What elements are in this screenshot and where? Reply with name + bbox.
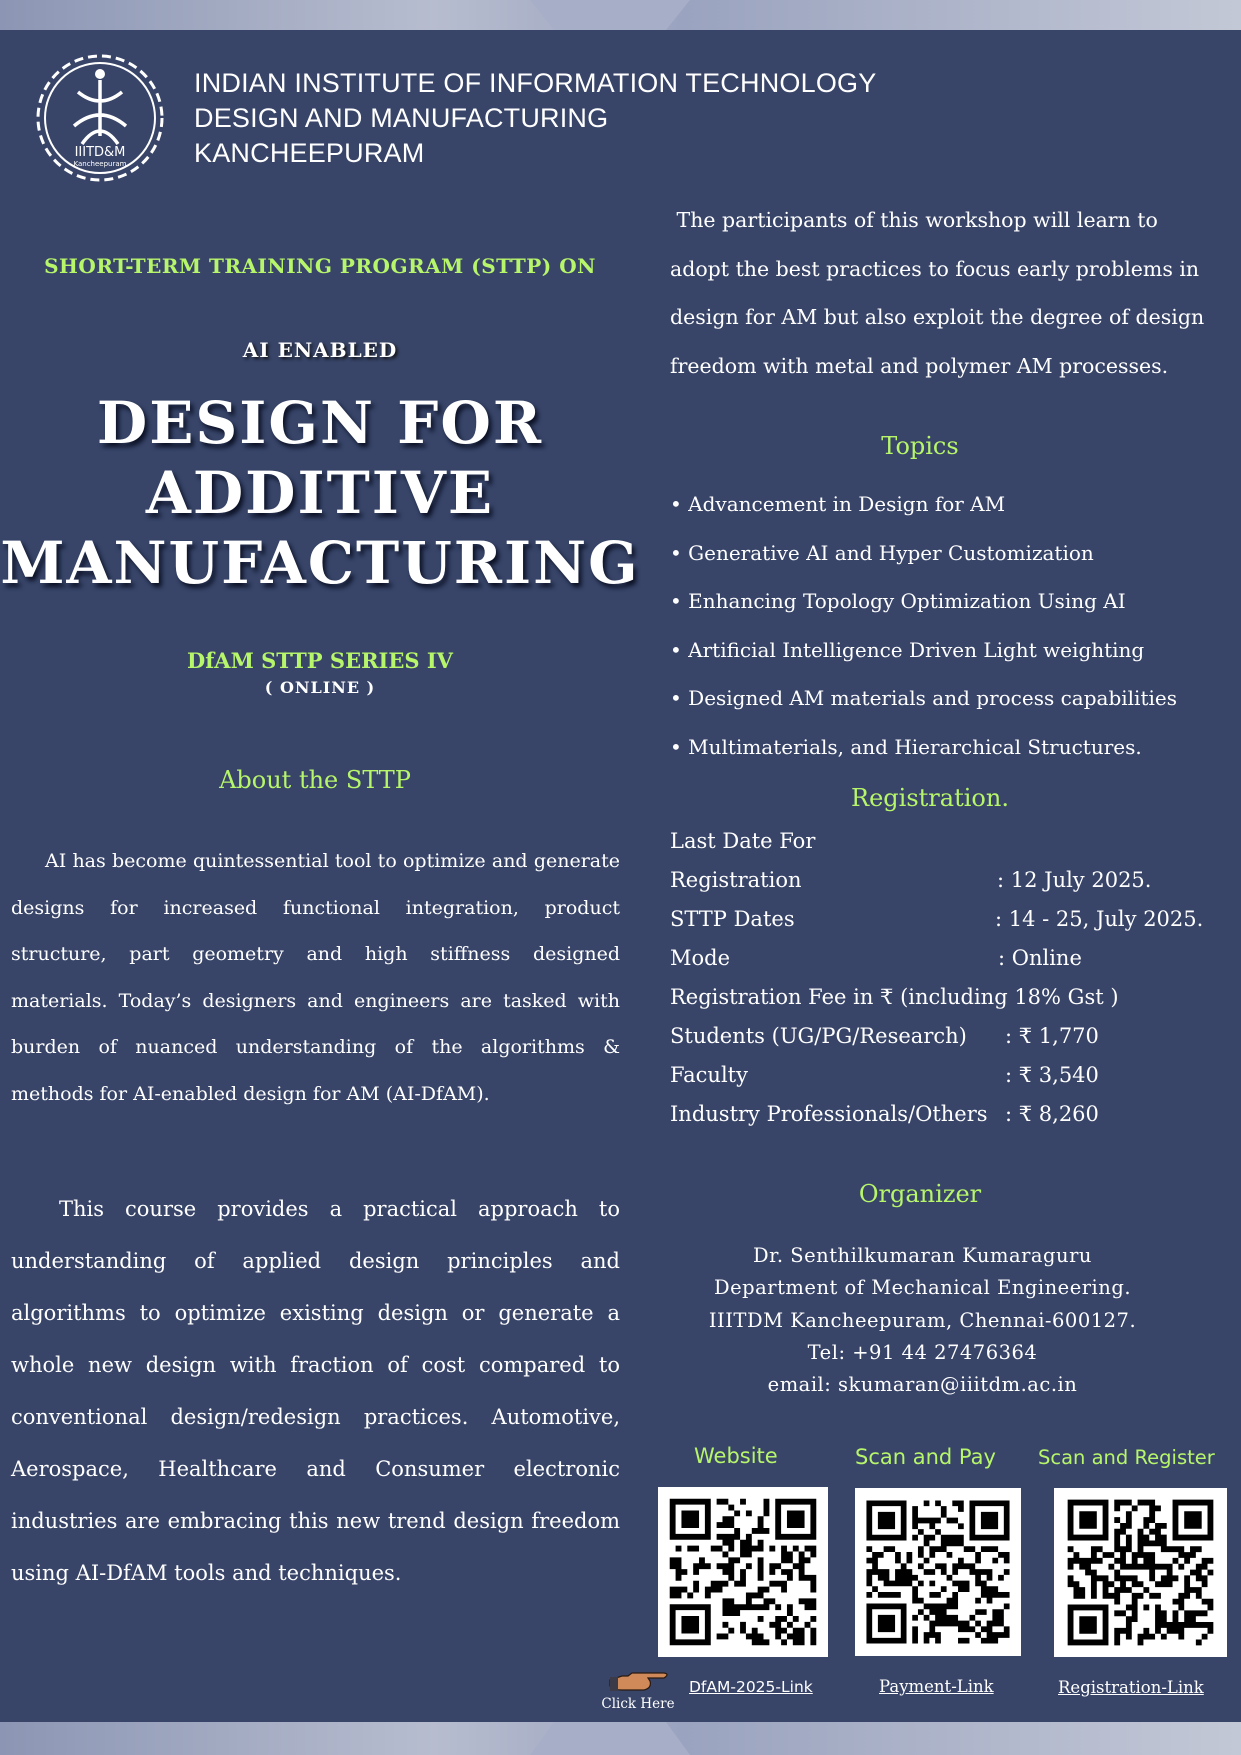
organizer-heading: Organizer: [858, 1180, 982, 1208]
organizer-department: Department of Mechanical Engineering.: [713, 1276, 1132, 1300]
last-date-value: : 12 July 2025.: [997, 868, 1152, 892]
mode-value: : Online: [998, 946, 1082, 970]
about-paragraph-1: AI has become quintessential tool to optimize and generate designs for increased functional integration, product structure, part geometry and high stiffness designed materials. Today’s designers and engineers are tasked with burden of nuanced understanding of the algorithms & methods for AI-enabled design for AM (AI-DfAM).: [11, 850, 620, 1105]
faculty-fee-row: Faculty : ₹ 3,540: [670, 1056, 1119, 1095]
last-date-label-row: Last Date For: [670, 829, 816, 853]
institute-line: INDIAN INSTITUTE OF INFORMATION TECHNOLOGY: [194, 68, 877, 98]
about-heading: About the STTP: [219, 766, 411, 794]
intro-paragraph: The participants of this workshop will learn to adopt the best practices to focus early problems in design for AM but also exploit the degree of design freedom with metal and polymer AM processes.: [670, 208, 1205, 378]
svg-text:Kancheepuram: Kancheepuram: [73, 160, 127, 168]
qr-modules: [1068, 1500, 1214, 1646]
topic-item: • Advancement in Design for AM: [670, 492, 1006, 516]
qr-pattern: [658, 1487, 828, 1657]
payment-qr-code[interactable]: [855, 1488, 1021, 1656]
scan-pay-title: Scan and Pay: [855, 1445, 996, 1469]
bottom-band: [0, 1722, 1241, 1755]
qr-modules: [670, 1499, 817, 1646]
qr-pattern: [1054, 1488, 1227, 1657]
click-here[interactable]: [600, 1668, 676, 1712]
payment-link[interactable]: Payment-Link: [879, 1677, 994, 1696]
organizer-details: [670, 1240, 1175, 1401]
fee-label-row: Registration Fee in ₹ (including 18% Gst ): [670, 985, 1119, 1009]
students-fee-value: : ₹ 1,770: [1005, 1024, 1099, 1048]
institute-logo: [30, 48, 170, 188]
organizer-name: Dr. Senthilkumaran Kumaraguru: [753, 1244, 1092, 1267]
registration-link[interactable]: Registration-Link: [1058, 1678, 1204, 1697]
organizer-address: IIITDM Kancheepuram, Chennai-600127.: [708, 1308, 1137, 1332]
topic-item: • Enhancing Topology Optimization Using AI: [670, 589, 1126, 613]
topic-item: • Artificial Intelligence Driven Light weighting: [670, 637, 1145, 662]
registration-details: [670, 822, 1204, 1134]
svg-text:IIITD&M: IIITD&M: [74, 145, 126, 160]
website-link[interactable]: DfAM-2025-Link: [689, 1678, 813, 1696]
pointing-hand-icon: [608, 1668, 672, 1694]
registration-qr-code[interactable]: [1054, 1488, 1227, 1657]
sttp-heading: SHORT-TERM TRAINING PROGRAM (STTP) ON: [44, 254, 596, 278]
scan-register-title: Scan and Register: [1038, 1446, 1215, 1469]
topics-heading: Topics: [881, 432, 959, 460]
series-label: DfAM STTP SERIES IV: [187, 648, 453, 673]
industry-fee-row: Industry Professionals/Others : ₹ 8,260: [670, 1095, 1119, 1134]
topic-item: • Generative AI and Hyper Customization: [670, 540, 1094, 565]
industry-fee-value: : ₹ 8,260: [1005, 1102, 1099, 1126]
students-fee-row: Students (UG/PG/Research) : ₹ 1,770: [670, 1017, 1119, 1056]
registration-heading: Registration.: [851, 784, 1009, 812]
title-line: DESIGN FOR: [96, 389, 544, 457]
ai-enabled-label: AI ENABLED: [242, 338, 398, 362]
about-paragraph-2: This course provides a practical approach to understanding of applied design principles and algorithms to optimize existing design or generate a whole new design with fraction of cost compared to conventional design/redesign practices. Automotive, Aerospace, Healthcare and Consumer electronic industries are embracing this new trend design freedom using AI-DfAM tools and techniques.: [11, 1197, 620, 1585]
title-line: ADDITIVE: [145, 459, 495, 527]
qr-pattern: [855, 1488, 1021, 1656]
last-date-row: Registration : 12 July 2025.: [670, 861, 1119, 900]
sttp-dates-row: STTP Dates : 14 - 25, July 2025.: [670, 900, 1119, 939]
faculty-fee-value: : ₹ 3,540: [1005, 1063, 1099, 1087]
topics-list: [670, 480, 1177, 771]
institute-line: KANCHEEPURAM: [194, 138, 425, 168]
mode-row: Mode : Online: [670, 939, 1119, 978]
sttp-dates-value: : 14 - 25, July 2025.: [995, 907, 1204, 931]
institute-name: [194, 66, 876, 171]
click-here-label: Click Here: [601, 1696, 675, 1712]
organizer-email: email: skumaran@iiitdm.ac.in: [767, 1373, 1078, 1397]
organizer-tel: Tel: +91 44 27476364: [807, 1340, 1038, 1364]
top-band: [0, 0, 1241, 30]
program-title: [0, 388, 640, 598]
website-qr-code[interactable]: [658, 1487, 828, 1657]
topic-item: • Designed AM materials and process capabilities: [670, 686, 1177, 710]
topic-item: • Multimaterials, and Hierarchical Structures.: [670, 734, 1142, 759]
institute-line: DESIGN AND MANUFACTURING: [194, 103, 609, 133]
website-title: Website: [694, 1444, 778, 1468]
title-line: MANUFACTURING: [0, 529, 640, 597]
qr-modules: [866, 1500, 1009, 1643]
online-tag: ( ONLINE ): [264, 678, 376, 697]
